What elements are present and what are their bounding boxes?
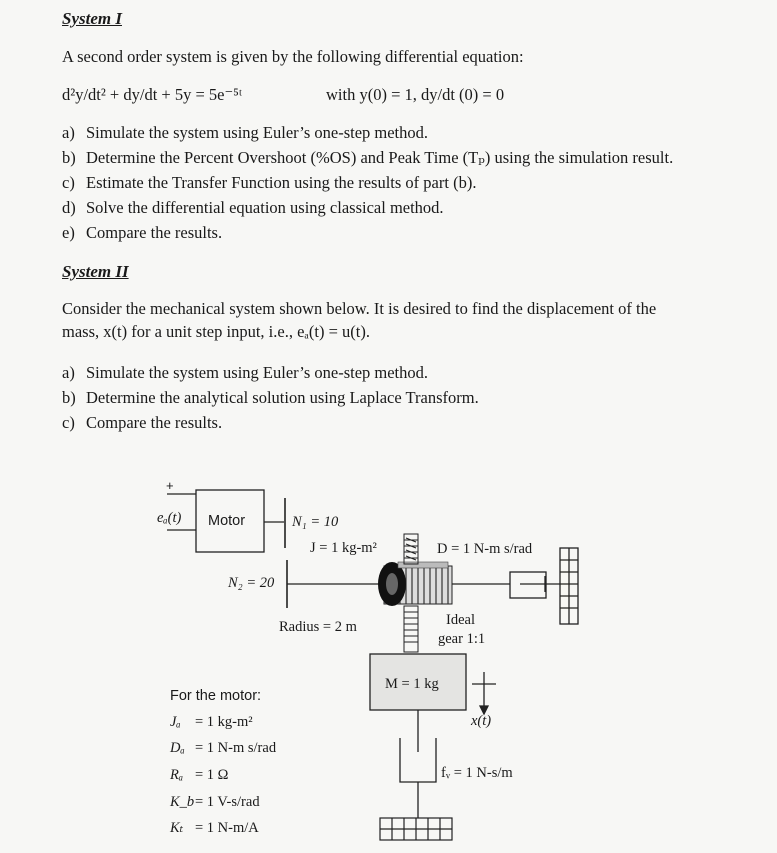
task-label: a) bbox=[62, 363, 75, 382]
ideal-gear-label-2: gear 1:1 bbox=[438, 631, 486, 647]
task-label: a) bbox=[62, 123, 75, 142]
param-value: = 1 V-s/rad bbox=[195, 794, 260, 810]
task-text: Compare the results. bbox=[86, 413, 223, 432]
param-value: = 1 N-m/A bbox=[195, 820, 259, 836]
task-label: b) bbox=[62, 148, 76, 167]
task-label: c) bbox=[62, 173, 75, 192]
motor-params-title: For the motor: bbox=[170, 688, 262, 704]
gear-label-strip bbox=[398, 562, 448, 568]
system2-intro-line2: mass, x(t) for a unit step input, i.e., eₐ(t) = u(t). bbox=[62, 322, 370, 341]
param-value: = 1 Ω bbox=[195, 767, 229, 783]
damping-label: D = 1 N-m s/rad bbox=[437, 541, 533, 557]
rotational-damper bbox=[510, 572, 546, 598]
system1-equation: d²y/dt² + dy/dt + 5y = 5e⁻⁵ᵗ bbox=[62, 85, 243, 104]
radius-label: Radius = 2 m bbox=[279, 619, 357, 635]
task-label: d) bbox=[62, 198, 76, 217]
task-label: c) bbox=[62, 413, 75, 432]
system2-heading: System II bbox=[62, 262, 129, 281]
system1-intro: A second order system is given by the following differential equation: bbox=[62, 47, 524, 66]
friction-label: fᵥ = 1 N-s/m bbox=[441, 765, 513, 781]
param-symbol: Rₐ bbox=[170, 767, 184, 783]
task-label: e) bbox=[62, 223, 75, 242]
task-text: Determine the analytical solution using Laplace Transform. bbox=[86, 388, 479, 407]
rack-upper bbox=[404, 534, 418, 564]
ground-bottom bbox=[380, 818, 452, 840]
displacement-arrow bbox=[472, 672, 496, 714]
param-symbol: Jₐ bbox=[170, 714, 181, 730]
task-text: Simulate the system using Euler’s one-step method. bbox=[86, 123, 429, 142]
system2-intro-line1: Consider the mechanical system shown below. It is desired to find the displacement of the bbox=[62, 299, 657, 318]
displacement-label: x(t) bbox=[471, 713, 492, 729]
task-text: Solve the differential equation using classical method. bbox=[86, 198, 444, 217]
param-symbol: Dₐ bbox=[170, 740, 185, 756]
task-text: Compare the results. bbox=[86, 223, 223, 242]
input-voltage-label: eₐ(t) bbox=[157, 510, 182, 526]
rack-lower bbox=[404, 606, 418, 652]
task-text: Estimate the Transfer Function using the results of part (b). bbox=[86, 173, 477, 192]
task-label: b) bbox=[62, 388, 76, 407]
gear-n1-label: N₁ = 10 bbox=[292, 514, 339, 530]
param-value: = 1 kg-m² bbox=[195, 714, 253, 730]
input-plus-sign: + bbox=[166, 478, 174, 493]
pinion-gear bbox=[378, 562, 452, 606]
translational-damper bbox=[400, 710, 436, 818]
inertia-label: J = 1 kg-m² bbox=[310, 540, 377, 556]
task-text: Determine the Percent Overshoot (%OS) and Peak Time (Tₚ) using the simulation result. bbox=[86, 148, 674, 167]
ideal-gear-label-1: Ideal bbox=[446, 612, 475, 628]
system1-initial-conditions: with y(0) = 1, dy/dt (0) = 0 bbox=[326, 85, 505, 104]
gear-n2-label: N₂ = 20 bbox=[228, 575, 275, 591]
motor-label: Motor bbox=[208, 513, 246, 529]
task-text: Simulate the system using Euler’s one-step method. bbox=[86, 363, 429, 382]
param-symbol: Kₜ bbox=[170, 820, 184, 836]
system1-heading: System I bbox=[62, 9, 122, 28]
mass-label: M = 1 kg bbox=[385, 676, 439, 692]
param-symbol: K_b bbox=[170, 794, 195, 810]
param-value: = 1 N-m s/rad bbox=[195, 740, 277, 756]
